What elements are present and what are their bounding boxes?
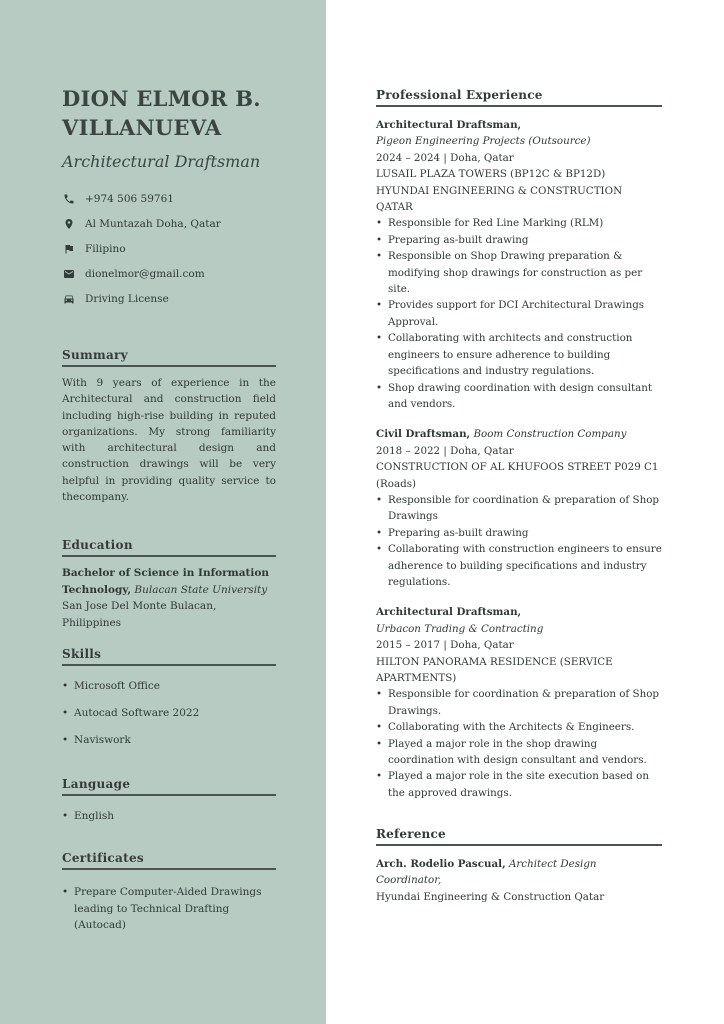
job-company: Pigeon Engineering Projects (Outsource) (376, 135, 591, 148)
language-list (62, 804, 276, 823)
certificates-section (62, 851, 276, 934)
job-project: LUSAIL PLAZA TOWERS (BP12C & BP12D) (376, 168, 606, 181)
job-entry (376, 604, 662, 801)
contact-email-text: dionelmor@gmail.com (85, 267, 205, 280)
job-entry (376, 426, 662, 590)
contact-phone[interactable] (62, 186, 302, 211)
experience-section (376, 88, 662, 815)
reference-section (376, 827, 662, 905)
job-title: Architectural Draftsman, (376, 606, 522, 619)
car-icon (62, 292, 76, 306)
skills-section (62, 647, 276, 760)
job-title: Civil Draftsman, (376, 428, 471, 441)
contact-phone-text: +974 506 59761 (85, 192, 174, 205)
certificate-item: • Prepare Computer-Aided Drawings leading to Technical Drafting (Autocad) (62, 884, 276, 934)
skill-item: • Microsoft Office (62, 679, 276, 693)
job-bullets (376, 686, 662, 801)
candidate-name (62, 84, 302, 142)
contact-nationality-text: Filipino (85, 242, 126, 255)
contact-list (62, 186, 302, 311)
language-title: Language (62, 777, 276, 796)
reference-company: Hyundai Engineering & Construction Qatar (376, 890, 605, 903)
job-bullet: • Responsible for coordination & preparation of Shop Drawings (376, 492, 662, 525)
job-bullets (376, 492, 662, 590)
phone-icon (62, 192, 76, 206)
reference-position: Architect Design Coordinator, (376, 858, 597, 887)
experience-title: Professional Experience (376, 88, 662, 107)
job-company: Boom Construction Company (473, 428, 627, 441)
certificates-list (62, 878, 276, 934)
job-bullet: • Responsible on Shop Drawing preparation & modifying shop drawings for construction as per site. (376, 248, 662, 297)
job-bullet: • Played a major role in the shop drawing coordination with design consultant and vendors. (376, 736, 662, 769)
job-bullet: • Responsible for coordination & preparation of Shop Drawings. (376, 686, 662, 719)
skills-title: Skills (62, 647, 276, 666)
job-bullet: • Preparing as-built drawing (376, 232, 662, 248)
skill-item: • Naviswork (62, 733, 276, 747)
job-dates: 2015 – 2017 | Doha, Qatar (376, 639, 514, 652)
job-project: CONSTRUCTION OF AL KHUFOOS STREET P029 C1 (Roads) (376, 461, 659, 490)
candidate-role: Architectural Draftsman (62, 152, 261, 171)
job-bullet: • Collaborating with the Architects & Engineers. (376, 719, 662, 735)
job-company: Urbacon Trading & Contracting (376, 622, 544, 635)
location-icon (62, 217, 76, 231)
language-section (62, 777, 276, 823)
job-bullet: • Shop drawing coordination with design consultant and vendors. (376, 380, 662, 413)
summary-text: With 9 years of experience in the Architectural and construction field including high-rise building in reputed organizations. My strong familiarity with architectural design and construction drawings will be very helpful in providing quality service to thecompany. (62, 377, 276, 504)
education-degree: Bachelor of Science in Information Technology, (62, 567, 270, 596)
reference-name: Arch. Rodelio Pascual, (376, 858, 506, 870)
name-line-1: DION ELMOR B. (62, 86, 261, 111)
sidebar (0, 0, 326, 1024)
job-bullet: • Provides support for DCI Architectural Drawings Approval. (376, 297, 662, 330)
name-line-2: VILLANUEVA (62, 115, 222, 140)
job-project: HILTON PANORAMA RESIDENCE (SERVICE APARTMENTS) (376, 655, 613, 684)
education-section (62, 538, 276, 631)
job-client: HYUNDAI ENGINEERING & CONSTRUCTION QATAR (376, 184, 623, 214)
summary-title: Summary (62, 348, 276, 367)
education-location: San Jose Del Monte Bulacan, Philippines (62, 600, 217, 629)
education-university: Bulacan State University (134, 583, 268, 596)
job-bullet: • Played a major role in the site execution based on the approved drawings. (376, 768, 662, 801)
email-icon (62, 267, 76, 281)
contact-location (62, 211, 302, 236)
reference-title: Reference (376, 827, 662, 846)
skill-item: • Autocad Software 2022 (62, 706, 276, 720)
job-entry (376, 117, 662, 412)
language-item: • English (62, 809, 276, 823)
certificates-title: Certificates (62, 851, 276, 870)
skills-list (62, 674, 276, 747)
contact-license (62, 286, 302, 311)
job-heading (376, 426, 662, 442)
job-dates: 2018 – 2022 | Doha, Qatar (376, 444, 514, 457)
job-bullet: • Collaborating with construction engineers to ensure adherence to building specifications and industry regulations. (376, 541, 662, 590)
job-bullet: • Responsible for Red Line Marking (RLM) (376, 215, 662, 231)
education-entry (62, 565, 276, 598)
reference-person (376, 856, 662, 889)
job-bullet: • Collaborating with architects and construction engineers to ensure adherence to building specifications and industry regulations. (376, 330, 662, 379)
contact-nationality (62, 236, 302, 261)
job-bullet: • Preparing as-built drawing (376, 525, 662, 541)
contact-location-text: Al Muntazah Doha, Qatar (85, 217, 221, 230)
summary-section (62, 348, 276, 505)
flag-icon (62, 242, 76, 256)
contact-email[interactable] (62, 261, 302, 286)
job-dates: 2024 – 2024 | Doha, Qatar (376, 151, 514, 164)
contact-license-text: Driving License (85, 292, 169, 305)
job-title: Architectural Draftsman, (376, 119, 522, 131)
education-title: Education (62, 538, 276, 557)
job-bullets (376, 215, 662, 412)
